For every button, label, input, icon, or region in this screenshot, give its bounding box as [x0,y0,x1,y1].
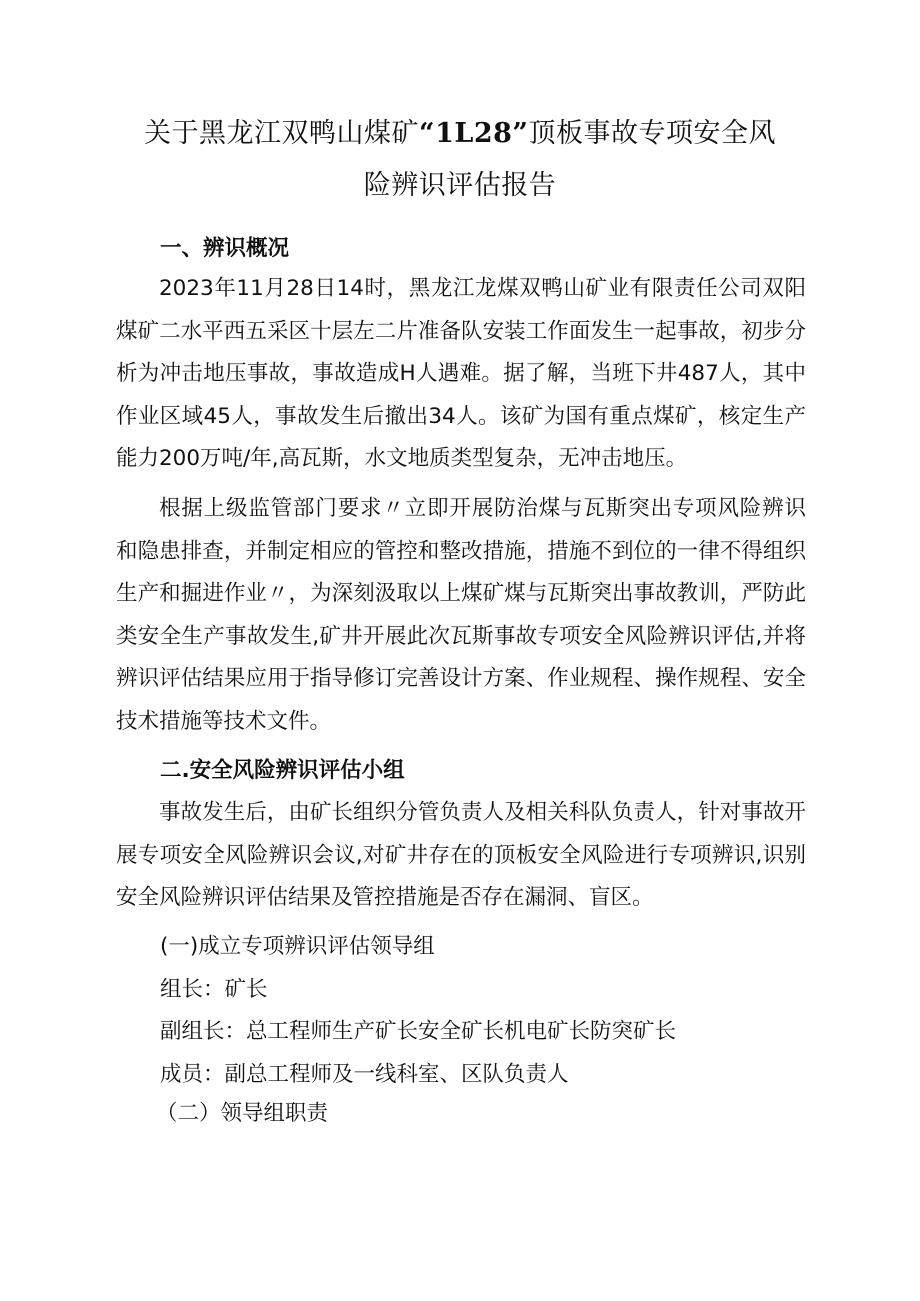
paragraph-line: 根据上级监管部门要求〃立即开展防治煤与瓦斯突出专项风险辨识 [159,496,806,521]
paragraph-line: 展专项安全风险辨识会议,对矿井存在的顶板安全风险进行专项辨识,识别 [116,842,806,868]
subheading-group-duties: （二）领导组职责 [156,1101,329,1126]
paragraph-line: 事故发生后，由矿长组织分管负责人及相关科队负责人，针对事故开 [159,800,806,825]
title-line-1-post: 顶板事故专项安全风 [528,118,776,149]
title-line-1 [100,108,820,160]
paragraph-line: 煤矿二水平西五采区十层左二片准备队安装工作面发生一起事故，初步分 [116,318,806,344]
group-leader-line: 组长：矿长 [160,977,268,1002]
paragraph-line: 和隐患排查，并制定相应的管控和整改措施，措施不到位的一律不得组织 [116,538,806,564]
members-line: 成员：副总工程师及一线科室、区队负责人 [160,1062,569,1087]
paragraph-line: 生产和掘进作业〃，为深刻汲取以上煤矿煤与瓦斯突出事故教训，严防此 [116,581,806,606]
paragraph-line: 析为冲击地压事故，事故造成H人遇难。据了解，当班下井487人，其中 [116,361,806,386]
paragraph-line: 类安全生产事故发生,矿井开展此次瓦斯事故专项安全风险辨识评估,并将 [116,623,806,649]
title-line-2: 险辨识评估报告 [363,170,557,201]
paragraph-line: 作业区域45人，事故发生后撤出34人。该矿为国有重点煤矿，核定生产 [116,403,806,429]
paragraph-line: 2023年11月28日14时，黑龙江龙煤双鸭山矿业有限责任公司双阳 [159,276,806,301]
section-1-paragraph-1 [116,268,806,481]
paragraph-line: 安全风险辨识评估结果及管控措施是否存在漏洞、盲区。 [116,885,654,910]
title-line-1-pre: 关于黑龙江双鸭山煤矿 [144,118,420,149]
paragraph-line: 技术措施等技术文件。 [116,708,332,734]
paragraph-line: 能力200万吨/年,高瓦斯，水文地质类型复杂，无冲击地压。 [116,446,688,471]
section-1-paragraph-2 [116,488,806,743]
section-2-paragraph-1 [116,792,806,920]
deputy-leader-line: 副组长：总工程师生产矿长安全矿长机电矿长防突矿长 [160,1019,677,1044]
paragraph-line: 辨识评估结果应用于指导修订完善设计方案、作业规程、操作规程、安全 [116,666,806,691]
subheading-leadership-group: (一)成立专项辨识评估领导组 [160,934,435,959]
document-title [100,108,820,212]
title-line-1-code: “1L28” [419,118,529,149]
section-2-heading: 二.安全风险辨识评估小组 [160,758,405,783]
section-1-heading: 一、辨识概况 [160,236,290,261]
